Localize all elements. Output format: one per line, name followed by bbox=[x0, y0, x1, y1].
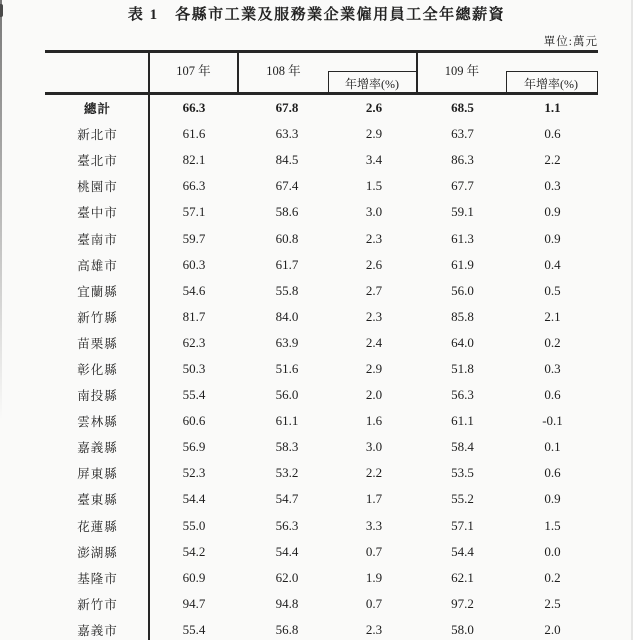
value-cell-rate-109: 1.1 bbox=[544, 100, 561, 116]
value-cell-107: 61.6 bbox=[182, 126, 206, 142]
region-cell: 新竹縣 bbox=[77, 310, 118, 325]
value-cell-rate-108: 2.7 bbox=[365, 282, 383, 298]
value-cell-107: 60.3 bbox=[182, 256, 206, 272]
region-cell: 臺北市 bbox=[77, 154, 118, 169]
region-cell: 嘉義市 bbox=[77, 623, 118, 638]
table-row bbox=[0, 147, 633, 173]
scan-edge-artifact-left bbox=[0, 0, 2, 420]
value-cell-109: 53.5 bbox=[451, 465, 474, 481]
value-cell-108: 60.8 bbox=[275, 230, 299, 246]
value-cell-rate-108: 1.6 bbox=[365, 413, 383, 429]
value-cell-109: 58.0 bbox=[451, 621, 474, 637]
value-cell-107: 60.9 bbox=[182, 569, 206, 585]
header-cell-108: 108 年 bbox=[266, 64, 301, 78]
value-cell-107: 54.4 bbox=[182, 491, 206, 507]
value-cell-rate-109: 0.2 bbox=[544, 334, 561, 350]
value-cell-rate-109: 2.0 bbox=[544, 621, 561, 637]
value-cell-108: 58.6 bbox=[275, 204, 299, 220]
region-cell: 宜蘭縣 bbox=[77, 284, 118, 299]
value-cell-rate-109: 0.3 bbox=[544, 178, 561, 194]
table-row bbox=[0, 278, 633, 304]
value-cell-108: 67.4 bbox=[275, 178, 299, 194]
value-cell-108: 84.0 bbox=[275, 308, 299, 324]
value-cell-rate-109: 0.9 bbox=[544, 204, 561, 220]
value-cell-108: 84.5 bbox=[275, 152, 299, 168]
value-cell-rate-108: 2.3 bbox=[365, 621, 383, 637]
value-cell-rate-109: 0.5 bbox=[544, 282, 561, 298]
table-row bbox=[0, 95, 633, 121]
value-cell-108: 55.8 bbox=[275, 282, 299, 298]
region-cell: 屏東縣 bbox=[77, 467, 118, 482]
table-row bbox=[0, 199, 633, 225]
value-cell-109: 97.2 bbox=[451, 595, 474, 611]
value-cell-107: 60.6 bbox=[182, 413, 206, 429]
table-row bbox=[0, 617, 633, 640]
value-cell-109: 51.8 bbox=[451, 360, 474, 376]
value-cell-109: 61.1 bbox=[451, 413, 474, 429]
value-cell-108: 56.3 bbox=[275, 517, 299, 533]
value-cell-rate-108: 3.0 bbox=[365, 439, 383, 455]
value-cell-107: 66.3 bbox=[182, 100, 206, 116]
value-cell-rate-108: 2.0 bbox=[365, 387, 383, 403]
value-cell-107: 62.3 bbox=[182, 334, 206, 350]
value-cell-107: 50.3 bbox=[182, 360, 206, 376]
value-cell-rate-109: 2.2 bbox=[544, 152, 561, 168]
value-cell-rate-108: 1.5 bbox=[365, 178, 383, 194]
value-cell-rate-108: 2.4 bbox=[365, 334, 383, 350]
value-cell-108: 56.0 bbox=[275, 387, 299, 403]
region-cell: 雲林縣 bbox=[77, 415, 118, 430]
value-cell-rate-109: 0.6 bbox=[544, 465, 561, 481]
table-row bbox=[0, 382, 633, 408]
value-cell-rate-108: 2.2 bbox=[365, 465, 383, 481]
value-cell-109: 56.0 bbox=[451, 282, 474, 298]
value-cell-108: 56.8 bbox=[275, 621, 299, 637]
region-cell: 花蓮縣 bbox=[77, 519, 118, 534]
region-cell: 新竹市 bbox=[77, 597, 118, 612]
region-cell: 嘉義縣 bbox=[77, 441, 118, 456]
value-cell-rate-108: 0.7 bbox=[365, 595, 383, 611]
value-cell-108: 58.3 bbox=[275, 439, 299, 455]
value-cell-108: 61.1 bbox=[275, 413, 299, 429]
region-cell: 澎湖縣 bbox=[77, 545, 118, 560]
value-cell-107: 81.7 bbox=[182, 308, 206, 324]
value-cell-rate-109: 0.9 bbox=[544, 491, 561, 507]
value-cell-rate-109: 2.1 bbox=[544, 308, 561, 324]
table-row bbox=[0, 356, 633, 382]
table-row bbox=[0, 486, 633, 512]
value-cell-109: 55.2 bbox=[451, 491, 474, 507]
region-cell: 南投縣 bbox=[77, 389, 118, 404]
region-cell: 桃園市 bbox=[77, 180, 118, 195]
region-cell: 臺東縣 bbox=[77, 493, 118, 508]
value-cell-109: 85.8 bbox=[451, 308, 474, 324]
value-cell-107: 55.4 bbox=[182, 387, 206, 403]
scan-edge-mark bbox=[0, 4, 3, 17]
value-cell-109: 61.9 bbox=[451, 256, 474, 272]
page-title: 表 1 各縣市工業及服務業企業僱用員工全年總薪資 bbox=[127, 7, 506, 23]
value-cell-107: 82.1 bbox=[182, 152, 206, 168]
value-cell-rate-108: 2.3 bbox=[365, 308, 383, 324]
table-row bbox=[0, 408, 633, 434]
value-cell-rate-109: -0.1 bbox=[542, 413, 563, 429]
value-cell-107: 56.9 bbox=[182, 439, 206, 455]
region-cell: 苗栗縣 bbox=[77, 336, 118, 351]
table-row bbox=[0, 539, 633, 565]
table-row bbox=[0, 304, 633, 330]
value-cell-rate-109: 0.1 bbox=[544, 439, 561, 455]
table-row bbox=[0, 513, 633, 539]
value-cell-108: 54.7 bbox=[275, 491, 299, 507]
value-cell-rate-109: 0.6 bbox=[544, 126, 561, 142]
table-row bbox=[0, 252, 633, 278]
table-row bbox=[0, 173, 633, 199]
value-cell-107: 52.3 bbox=[182, 465, 206, 481]
value-cell-107: 57.1 bbox=[182, 204, 206, 220]
value-cell-rate-109: 2.5 bbox=[544, 595, 561, 611]
value-cell-rate-109: 0.0 bbox=[544, 543, 561, 559]
value-cell-109: 61.3 bbox=[451, 230, 474, 246]
value-cell-rate-108: 2.9 bbox=[365, 360, 383, 376]
value-cell-109: 62.1 bbox=[451, 569, 474, 585]
value-cell-rate-109: 0.3 bbox=[544, 360, 561, 376]
value-cell-rate-108: 3.4 bbox=[365, 152, 383, 168]
value-cell-rate-109: 0.2 bbox=[544, 569, 561, 585]
region-cell: 基隆市 bbox=[77, 571, 118, 586]
value-cell-rate-108: 2.6 bbox=[365, 256, 383, 272]
value-cell-109: 57.1 bbox=[451, 517, 474, 533]
value-cell-108: 51.6 bbox=[275, 360, 299, 376]
region-cell: 臺南市 bbox=[77, 232, 118, 247]
value-cell-rate-108: 1.7 bbox=[365, 491, 383, 507]
region-cell: 新北市 bbox=[77, 128, 118, 143]
value-cell-109: 56.3 bbox=[451, 387, 474, 403]
value-cell-rate-108: 2.3 bbox=[365, 230, 383, 246]
value-cell-109: 59.1 bbox=[451, 204, 474, 220]
value-cell-rate-109: 0.4 bbox=[544, 256, 561, 272]
table-top-rule bbox=[45, 50, 598, 53]
value-cell-rate-108: 0.7 bbox=[365, 543, 383, 559]
table-row bbox=[0, 591, 633, 617]
region-cell: 彰化縣 bbox=[77, 362, 118, 377]
value-cell-109: 86.3 bbox=[451, 152, 474, 168]
value-cell-107: 59.7 bbox=[182, 230, 206, 246]
table-row bbox=[0, 225, 633, 251]
value-cell-108: 53.2 bbox=[275, 465, 299, 481]
value-cell-rate-108: 3.3 bbox=[365, 517, 383, 533]
value-cell-rate-109: 0.9 bbox=[544, 230, 561, 246]
value-cell-108: 54.4 bbox=[275, 543, 299, 559]
value-cell-109: 54.4 bbox=[451, 543, 474, 559]
unit-label: 單位:萬元 bbox=[543, 36, 598, 48]
table-row bbox=[0, 330, 633, 356]
value-cell-108: 94.8 bbox=[275, 595, 299, 611]
value-cell-109: 68.5 bbox=[451, 100, 474, 116]
value-cell-108: 63.3 bbox=[275, 126, 299, 142]
value-cell-109: 64.0 bbox=[451, 334, 474, 350]
value-cell-107: 55.0 bbox=[182, 517, 206, 533]
value-cell-rate-109: 1.5 bbox=[544, 517, 561, 533]
header-cell-rate-108: 年增率(%) bbox=[345, 77, 399, 91]
header-cell-rate-109: 年增率(%) bbox=[524, 77, 578, 91]
region-cell: 高雄市 bbox=[77, 258, 118, 273]
header-cell-107: 107 年 bbox=[176, 64, 211, 78]
value-cell-107: 66.3 bbox=[182, 178, 206, 194]
value-cell-108: 62.0 bbox=[275, 569, 299, 585]
value-cell-109: 58.4 bbox=[451, 439, 474, 455]
value-cell-108: 67.8 bbox=[275, 100, 299, 116]
value-cell-rate-108: 1.9 bbox=[365, 569, 383, 585]
value-cell-108: 61.7 bbox=[275, 256, 299, 272]
value-cell-rate-109: 0.6 bbox=[544, 387, 561, 403]
table-row bbox=[0, 460, 633, 486]
value-cell-109: 63.7 bbox=[451, 126, 474, 142]
value-cell-rate-108: 2.9 bbox=[365, 126, 383, 142]
value-cell-107: 55.4 bbox=[182, 621, 206, 637]
table-row bbox=[0, 434, 633, 460]
value-cell-107: 94.7 bbox=[182, 595, 206, 611]
region-cell: 臺中市 bbox=[77, 206, 118, 221]
value-cell-rate-108: 3.0 bbox=[365, 204, 383, 220]
value-cell-108: 63.9 bbox=[275, 334, 299, 350]
table-row bbox=[0, 121, 633, 147]
table-row bbox=[0, 565, 633, 591]
value-cell-107: 54.2 bbox=[182, 543, 206, 559]
table-body bbox=[0, 95, 633, 640]
value-cell-107: 54.6 bbox=[182, 282, 206, 298]
value-cell-109: 67.7 bbox=[451, 178, 474, 194]
value-cell-rate-108: 2.6 bbox=[365, 100, 383, 116]
region-cell: 總計 bbox=[83, 102, 111, 117]
header-cell-109: 109 年 bbox=[444, 64, 480, 78]
